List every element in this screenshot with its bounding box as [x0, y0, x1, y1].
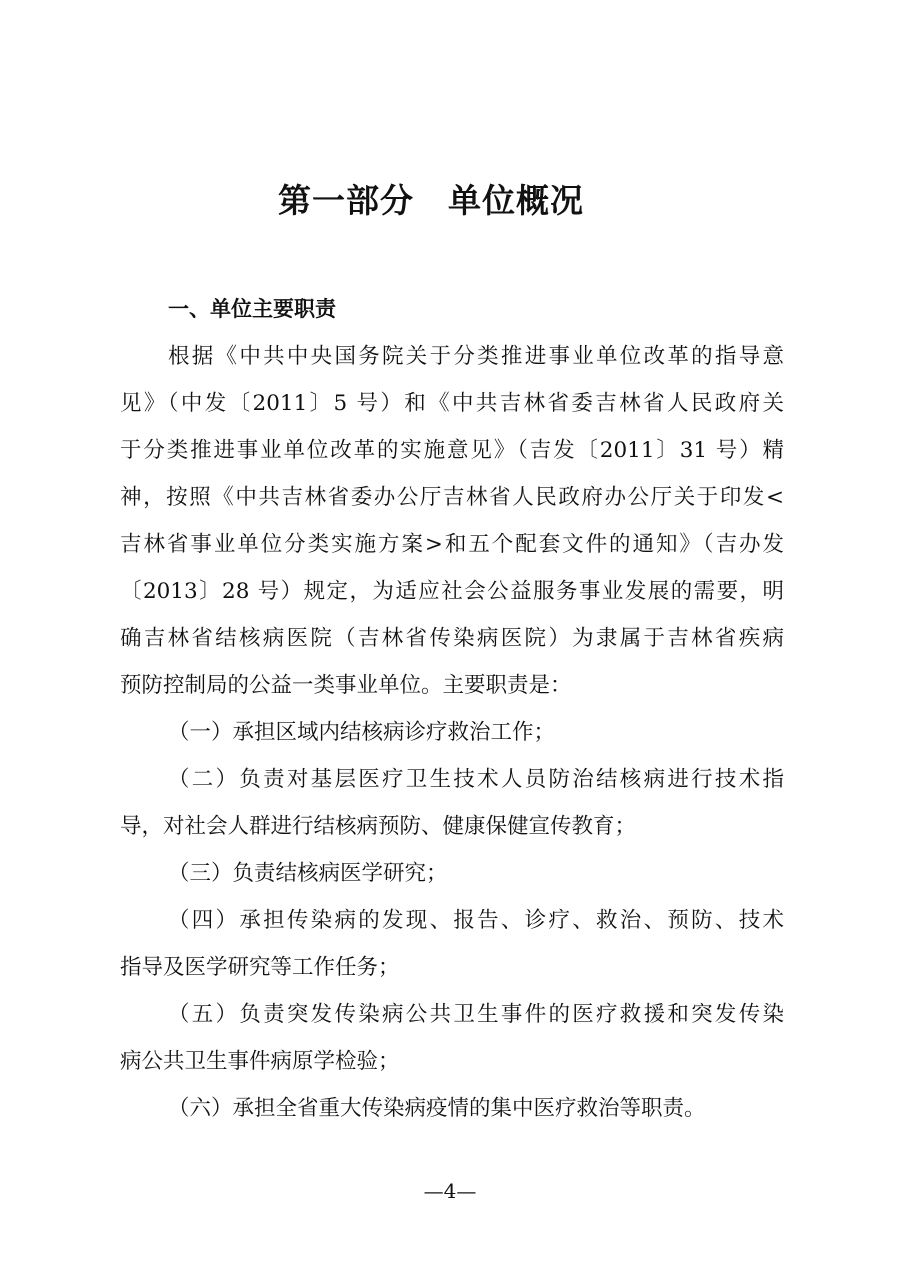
- section-heading: 一、单位主要职责: [168, 297, 336, 321]
- body-line: 吉林省事业单位分类实施方案>和五个配套文件的通知》（吉办发: [120, 532, 784, 557]
- duty-item: （五）负责突发传染病公共卫生事件的医疗救援和突发传染: [168, 1002, 784, 1027]
- body-line: 见》（中发〔2011〕5 号）和《中共吉林省委吉林省人民政府关: [120, 391, 784, 416]
- body-line: 根据《中共中央国务院关于分类推进事业单位改革的指导意: [168, 344, 784, 369]
- body-line: 神，按照《中共吉林省委办公厅吉林省人民政府办公厅关于印发<: [120, 485, 784, 510]
- duty-item: （二）负责对基层医疗卫生技术人员防治结核病进行技术指: [168, 767, 784, 792]
- page-number: —4—: [423, 1179, 477, 1203]
- duty-item-continuation: 病公共卫生事件病原学检验；: [120, 1049, 400, 1074]
- duty-item: （一）承担区域内结核病诊疗救治工作；: [168, 720, 556, 745]
- body-line: 预防控制局的公益一类事业单位。主要职责是：: [120, 673, 572, 698]
- duty-item-continuation: 指导及医学研究等工作任务；: [120, 955, 400, 980]
- body-line: 确吉林省结核病医院（吉林省传染病医院）为隶属于吉林省疾病: [120, 626, 784, 651]
- duty-item: （三）负责结核病医学研究；: [168, 861, 448, 886]
- duty-item-continuation: 导，对社会人群进行结核病预防、健康保健宣传教育；: [120, 814, 637, 839]
- duty-item: （四）承担传染病的发现、报告、诊疗、救治、预防、技术: [168, 908, 784, 933]
- duty-item: （六）承担全省重大传染病疫情的集中医疗救治等职责。: [168, 1096, 706, 1121]
- page-title: 第一部分 单位概况: [278, 181, 584, 220]
- body-line: 于分类推进事业单位改革的实施意见》（吉发〔2011〕31 号）精: [120, 438, 784, 463]
- body-line: 〔2013〕28 号）规定，为适应社会公益服务事业发展的需要，明: [120, 579, 784, 604]
